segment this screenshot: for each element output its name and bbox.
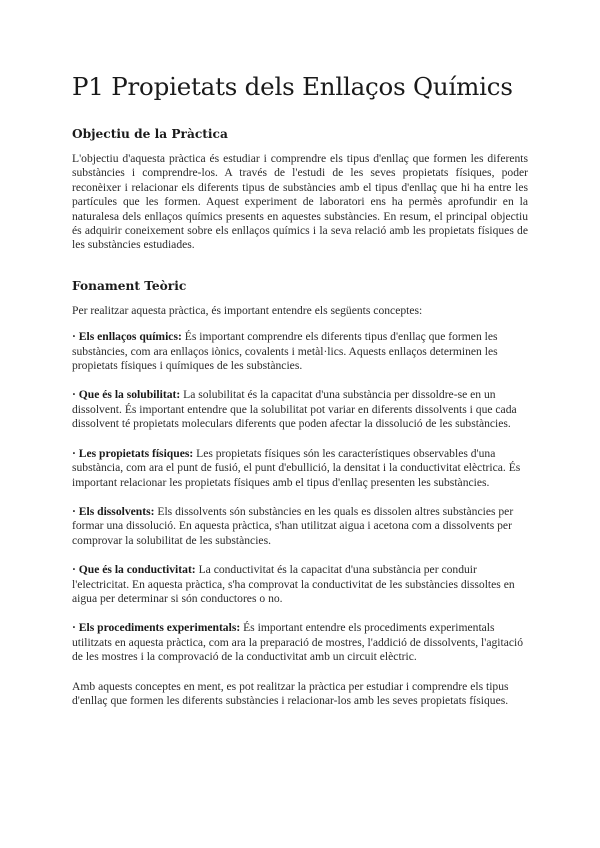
concept-term: · Les propietats físiques: — [72, 446, 194, 460]
concept-item — [72, 621, 528, 664]
concept-text: És important comprendre els diferents tipus d'enllaç que formen les substàncies, com ara enllaços iònics, covalents i metàl·lics. Aquests enllaços determinen les propietats físiques i químiques de les substàncies. — [72, 330, 498, 373]
concept-text: La solubilitat és la capacitat d'una substància per dissoldre-se en un dissolvent. És important entendre que la solubilitat pot variar en diferents dissolvents i que cada dissolvent té propietats moleculars diferents que poden afectar la dissolució de les substàncies. — [72, 388, 517, 431]
concept-item — [72, 388, 528, 431]
concept-term: · Els dissolvents: — [72, 504, 155, 518]
concept-text: La conductivitat és la capacitat d'una substància per conduir l'electricitat. En aquesta pràctica, s'ha comprovat la conductivitat de les substàncies dissoltes en aigua per determinar si són conductores o no. — [72, 563, 515, 605]
concept-item — [72, 563, 528, 606]
closing-paragraph: Amb aquests conceptes en ment, es pot realitzar la pràctica per estudiar i comprendre els tipus d'enllaç que formen les diferents substàncies i relacionar-los amb les seves propietats físiques. — [72, 679, 509, 707]
theory-heading: Fonament Teòric — [72, 278, 187, 293]
theory-intro: Per realitzar aquesta pràctica, és important entendre els següents conceptes: — [72, 303, 423, 317]
concept-term: · Els procediments experimentals: — [72, 621, 241, 635]
concept-term: · Que és la solubilitat: — [72, 388, 181, 402]
document-title: P1 Propietats dels Enllaços Químics — [72, 72, 513, 101]
concept-item — [72, 330, 528, 373]
objective-heading: Objectiu de la Pràctica — [72, 127, 228, 141]
concept-term: · Que és la conductivitat: — [72, 563, 196, 577]
concept-term: · Els enllaços químics: — [72, 330, 182, 344]
concept-item — [72, 505, 528, 548]
objective-paragraph: L'objectiu d'aquesta pràctica és estudiar i comprendre els tipus d'enllaç que formen les diferents substàncies i comprendre-los. A través de l'estudi de les seves propietats físiques, poder reconèixer i relacionar els diferents tipus de substàncies amb el tipus d'enllaç que hi ha entre les partícules que les formen. Aquest experiment de laboratori ens ha permès aprofundir en la naturalesa dels enllaços químics presents en aquestes substàncies. En resum, el principal objectiu és adquirir coneixement sobre els enllaços químics i la seva relació amb les propietats físiques de les substàncies estudiades. — [72, 152, 528, 252]
concept-item — [72, 447, 528, 490]
concept-text: Les propietats físiques són les característiques observables d'una substància, com ara el punt de fusió, el punt d'ebullició, la densitat i la conductivitat elèctrica. És important relacionar les propietats físiques amb el tipus d'enllaç presenten les substàncies. — [72, 446, 521, 489]
concept-text: És important entendre els procediments experimentals utilitzats en aquesta pràctica, com ara la preparació de mostres, l'addició de dissolvents, l'agitació de les mostres i la comprovació de la conductivitat amb un circuit elèctric. — [72, 621, 524, 664]
concept-text: Els dissolvents són substàncies en les quals es dissolen altres substàncies per formar una dissolució. En aquesta pràctica, s'han utilitzat aigua i acetona com a dissolvents per comprovar la solubilitat de les substàncies. — [72, 504, 514, 547]
